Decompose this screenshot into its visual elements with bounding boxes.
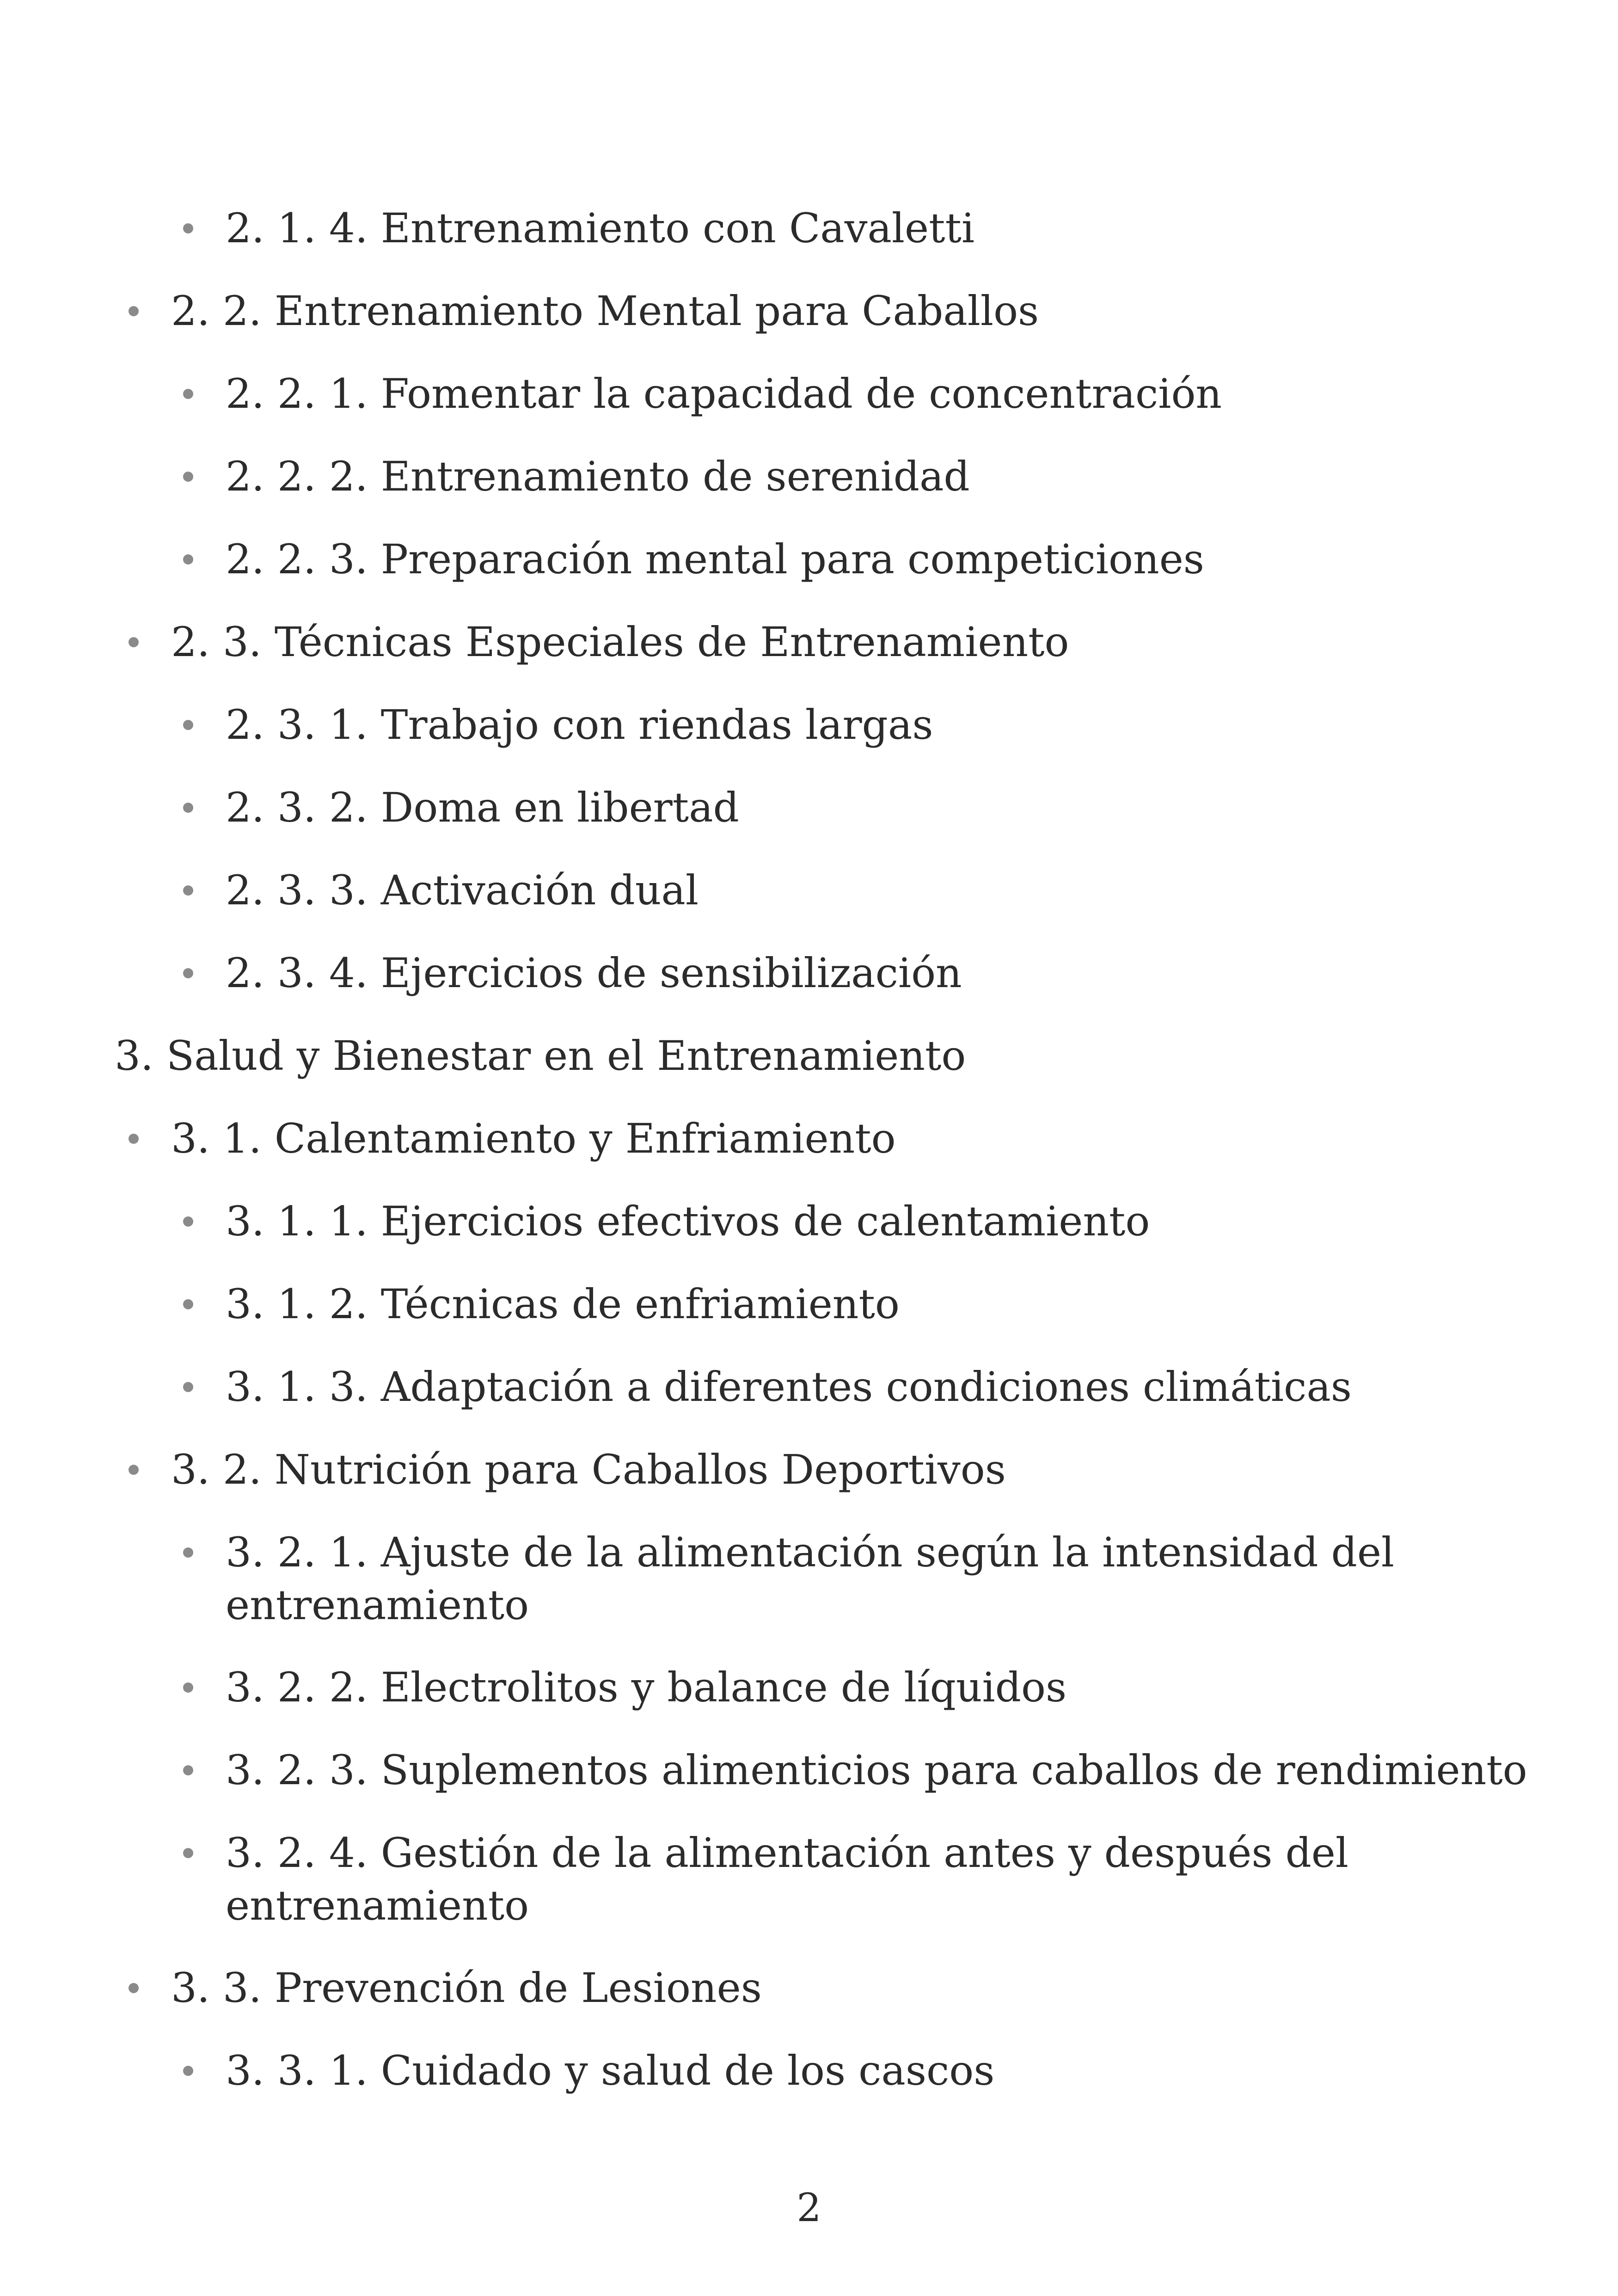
bullet-icon [183,472,193,482]
bullet-icon [129,1134,139,1144]
toc-entry-label: 2. 3. 2. Doma en libertad [226,784,739,831]
bullet-icon [183,1682,193,1693]
toc-entry-label: entrenamiento [226,1882,529,1929]
toc-entry-label: 3. 1. 2. Técnicas de enfriamiento [226,1280,900,1328]
bullet-icon [183,1216,193,1227]
toc-entry-label: 2. 2. 2. Entrenamiento de serenidad [226,453,970,500]
toc-entry-label: 2. 1. 4. Entrenamiento con Cavaletti [226,204,975,252]
toc-entry-label: 2. 2. 3. Preparación mental para competiciones [226,535,1204,583]
toc-entry[interactable] [226,1827,1348,1879]
page-number: 2 [797,2185,821,2230]
toc-entry[interactable] [226,202,974,255]
toc-entry-label: 3. 2. 4. Gestión de la alimentación antes y después del [226,1829,1349,1877]
toc-entry[interactable] [171,1962,762,2014]
toc-entry[interactable] [226,450,970,503]
bullet-icon [129,306,139,316]
toc-entry-label: 2. 2. Entrenamiento Mental para Caballos [171,287,1039,335]
toc-entry[interactable] [226,1661,1066,1714]
toc-entry[interactable] [226,947,962,1000]
toc-entry[interactable] [226,864,699,917]
bullet-icon [129,637,139,647]
bullet-icon [129,1465,139,1475]
toc-entry[interactable] [171,1443,1006,1496]
toc-entry[interactable] [171,1112,896,1165]
toc-entry-label: 2. 3. Técnicas Especiales de Entrenamiento [171,618,1069,666]
toc-entry-label: 3. 3. Prevención de Lesiones [171,1964,762,2012]
toc-entry-label: entrenamiento [226,1581,529,1629]
toc-entry[interactable] [226,2044,994,2097]
toc-entry-label: 2. 3. 4. Ejercicios de sensibilización [226,949,962,997]
bullet-icon [129,1983,139,1993]
bullet-icon [183,223,193,233]
bullet-icon [183,885,193,896]
toc-entry-label: 3. 2. Nutrición para Caballos Deportivos [171,1446,1006,1493]
toc-entry-label: 2. 3. 1. Trabajo con riendas largas [226,701,933,749]
toc-entry[interactable] [226,1361,1352,1413]
bullet-icon [183,1382,193,1392]
toc-entry[interactable] [226,533,1204,586]
toc-entry-continuation[interactable] [226,1579,529,1632]
bullet-icon [183,1848,193,1858]
toc-entry-label: 3. 2. 3. Suplementos alimenticios para caballos de rendimiento [226,1746,1527,1794]
toc-entry[interactable] [226,1526,1394,1579]
toc-entry[interactable] [226,1744,1527,1797]
toc-entry-label: 3. 3. 1. Cuidado y salud de los cascos [226,2047,995,2094]
toc-entry-label: 3. 2. 2. Electrolitos y balance de líquidos [226,1664,1067,1711]
bullet-icon [183,1547,193,1558]
toc-entry[interactable] [171,285,1039,338]
bullet-icon [183,1765,193,1775]
bullet-icon [183,968,193,978]
bullet-icon [183,803,193,813]
bullet-icon [183,389,193,399]
toc-chapter-heading[interactable] [115,1030,966,1082]
toc-entry[interactable] [226,781,739,834]
toc-entry[interactable] [226,1195,1150,1248]
toc-entry-label: 2. 3. 3. Activación dual [226,866,699,914]
toc-entry-label: 3. 1. 3. Adaptación a diferentes condiciones climáticas [226,1363,1352,1411]
toc-entry-continuation[interactable] [226,1879,529,1932]
bullet-icon [183,720,193,730]
toc-entry-label: 3. 1. Calentamiento y Enfriamiento [171,1115,896,1162]
bullet-icon [183,2066,193,2076]
toc-entry[interactable] [171,616,1069,669]
bullet-icon [183,1299,193,1309]
bullet-icon [183,554,193,565]
toc-entry-label: 3. 1. 1. Ejercicios efectivos de calentamiento [226,1197,1150,1245]
toc-entry[interactable] [226,368,1222,420]
toc-entry-label: 2. 2. 1. Fomentar la capacidad de concentración [226,370,1222,417]
toc-entry[interactable] [226,1278,900,1331]
toc-entry-label: 3. Salud y Bienestar en el Entrenamiento [115,1032,966,1080]
toc-entry-label: 3. 2. 1. Ajuste de la alimentación según la intensidad del [226,1529,1395,1576]
toc-entry[interactable] [226,699,933,751]
